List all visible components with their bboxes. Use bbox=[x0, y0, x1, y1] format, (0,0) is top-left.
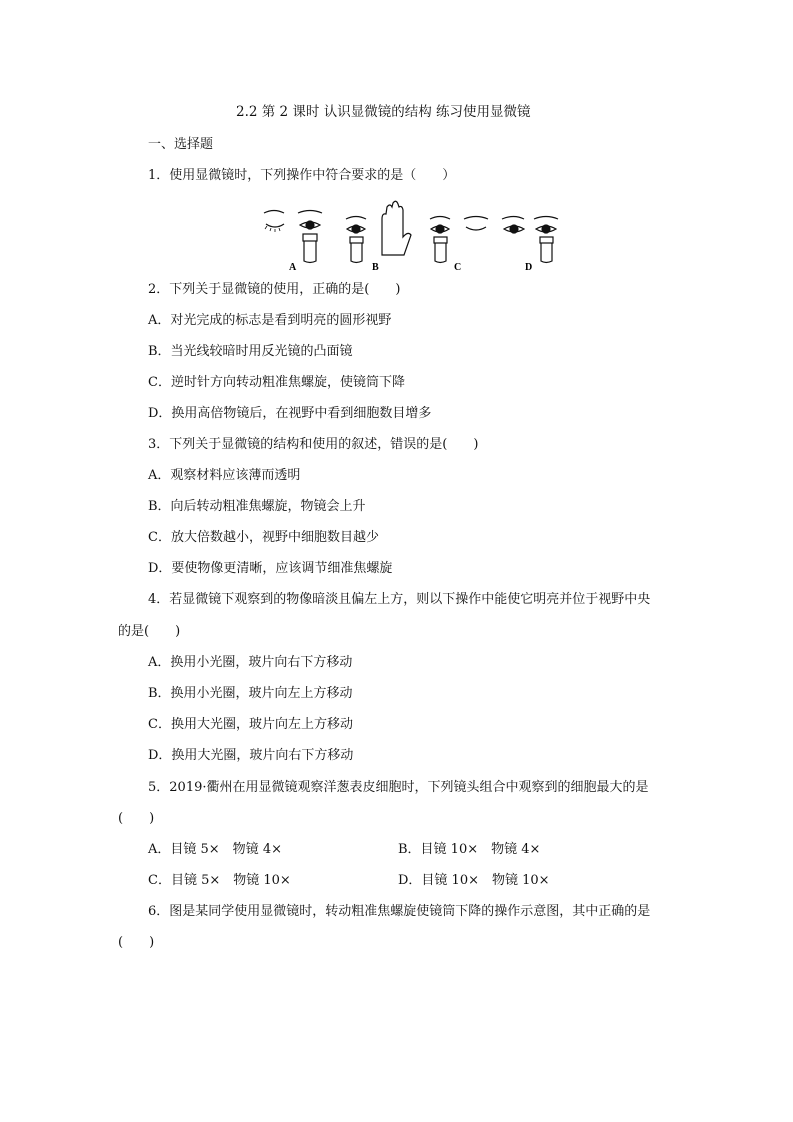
question-4-option-a: A．换用小光圈，玻片向右下方移动 bbox=[148, 655, 353, 670]
figure-a-eyes bbox=[264, 211, 322, 263]
question-6-stem-line-1: 6．图是某同学使用显微镜时，转动粗准焦螺旋使镜筒下降的操作示意图，其中正确的是 bbox=[148, 904, 651, 919]
figure-label-a: A bbox=[289, 262, 297, 273]
question-5-option-d: D．目镜 10× 物镜 10× bbox=[398, 873, 550, 888]
question-2-option-b: B．当光线较暗时用反光镜的凸面镜 bbox=[148, 344, 353, 359]
question-5-option-b: B．目镜 10× 物镜 4× bbox=[398, 842, 541, 857]
figure-label-d: D bbox=[525, 262, 533, 273]
section-heading: 一、选择题 bbox=[148, 137, 214, 152]
figure-c-eyes bbox=[430, 217, 488, 263]
figure-d-eyes bbox=[502, 217, 558, 263]
page-title: 2.2 第 2 课时 认识显微镜的结构 练习使用显微镜 bbox=[236, 104, 531, 120]
question-6-stem-line-2: ( ) bbox=[118, 935, 155, 950]
question-4-option-d: D．换用大光圈，玻片向右下方移动 bbox=[148, 748, 354, 763]
question-5-stem-line-2: ( ) bbox=[118, 811, 155, 826]
question-4-stem-line-2: 的是( ) bbox=[118, 624, 181, 639]
microscope-eyes-illustration bbox=[258, 197, 568, 273]
question-3-option-c: C．放大倍数越小，视野中细胞数目越少 bbox=[148, 530, 379, 545]
question-4-option-b: B．换用小光圈，玻片向左上方移动 bbox=[148, 686, 353, 701]
question-3-option-d: D．要使物像更清晰，应该调节细准焦螺旋 bbox=[148, 561, 393, 576]
question-3-option-a: A．观察材料应该薄而透明 bbox=[148, 468, 301, 483]
question-1-stem: 1．使用显微镜时，下列操作中符合要求的是（ ） bbox=[148, 168, 456, 183]
question-1-figure bbox=[258, 197, 568, 273]
figure-label-b: B bbox=[372, 262, 379, 273]
figure-b-eyes bbox=[346, 201, 411, 262]
question-5-option-c: C．目镜 5× 物镜 10× bbox=[148, 873, 291, 888]
question-3-stem: 3．下列关于显微镜的结构和使用的叙述，错误的是( ) bbox=[148, 437, 479, 452]
question-2-option-a: A．对光完成的标志是看到明亮的圆形视野 bbox=[148, 313, 392, 328]
question-2-stem: 2．下列关于显微镜的使用，正确的是( ) bbox=[148, 282, 401, 297]
question-5-stem-line-1: 5．2019·衢州在用显微镜观察洋葱表皮细胞时，下列镜头组合中观察到的细胞最大的是 bbox=[148, 780, 649, 795]
question-4-option-c: C．换用大光圈，玻片向左上方移动 bbox=[148, 717, 353, 732]
question-3-option-b: B．向后转动粗准焦螺旋，物镜会上升 bbox=[148, 499, 366, 514]
question-4-stem-line-1: 4．若显微镜下观察到的物像暗淡且偏左上方，则以下操作中能使它明亮并位于视野中央 bbox=[148, 592, 651, 607]
question-5-option-a: A．目镜 5× 物镜 4× bbox=[148, 842, 282, 857]
question-2-option-d: D．换用高倍物镜后，在视野中看到细胞数目增多 bbox=[148, 406, 432, 421]
figure-label-c: C bbox=[454, 262, 462, 273]
question-2-option-c: C．逆时针方向转动粗准焦螺旋，使镜筒下降 bbox=[148, 375, 405, 390]
